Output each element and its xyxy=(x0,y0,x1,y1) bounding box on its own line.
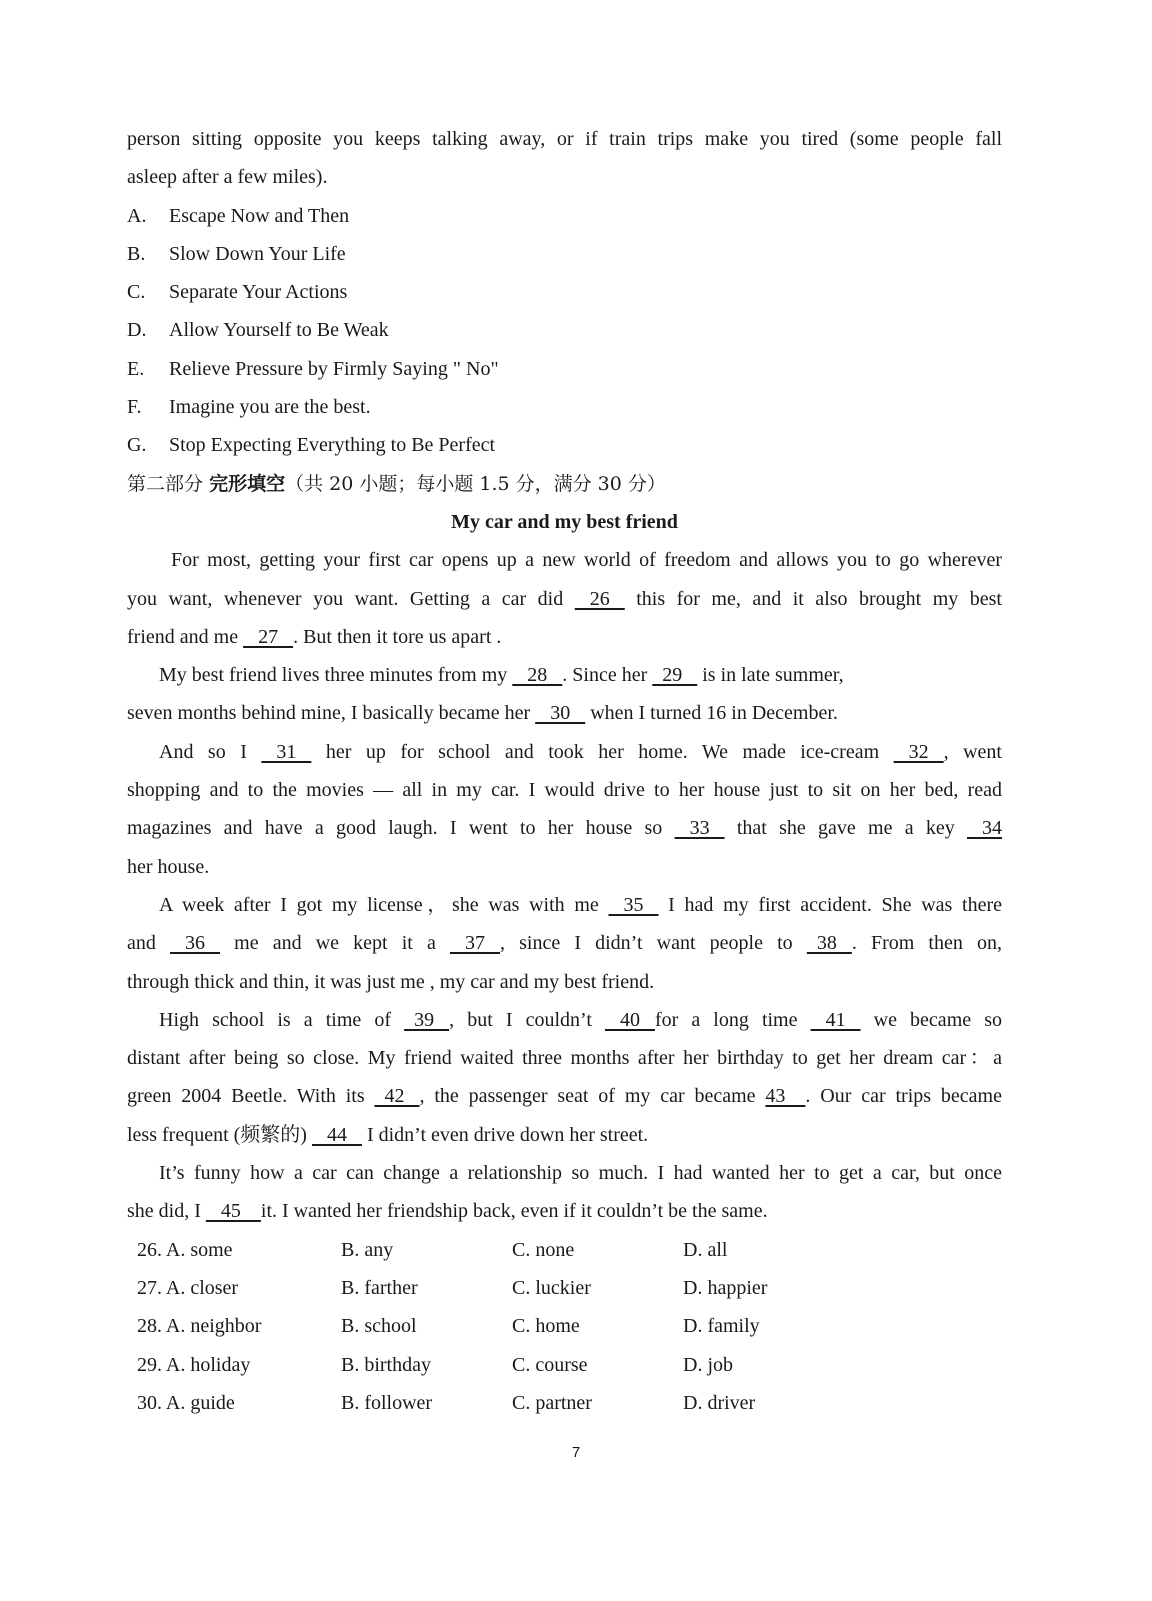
section-detail: （共 20 小题；每小题 1.5 分，满分 30 分） xyxy=(285,472,666,495)
choice-b: B. farther xyxy=(341,1276,418,1299)
choice-c: C. course xyxy=(512,1353,588,1376)
text-run: green 2004 Beetle. With its xyxy=(127,1085,375,1108)
paragraph-line: through thick and thin, it was just me , my car and my best friend. xyxy=(127,970,655,993)
text-run: . From then on, xyxy=(851,932,1002,955)
text-run: , went xyxy=(943,740,1002,763)
option-item xyxy=(127,426,1002,464)
choice-b: B. birthday xyxy=(341,1353,431,1376)
choice-b: B. follower xyxy=(341,1391,433,1414)
text-run: me and we kept it a xyxy=(220,932,450,955)
text-run: I had my first accident. She was there xyxy=(658,893,1002,916)
option-letter: D. xyxy=(127,319,147,342)
paragraph-line: distant after being so close. My friend waited three months after her birthday to get her dream car：a xyxy=(127,1047,1002,1070)
choice-c: C. home xyxy=(512,1315,580,1338)
text-run: you want, whenever you want. Getting a car did xyxy=(127,587,575,610)
paragraph-line: asleep after a few miles). xyxy=(127,166,328,189)
choice-d: D. job xyxy=(683,1353,733,1376)
blank-30: 30 xyxy=(535,702,586,725)
paragraph-line: shopping and to the movies — all in my car. I would drive to her house just to sit on her bed, read xyxy=(127,779,1002,802)
paragraph-line: her house. xyxy=(127,855,210,878)
options-list xyxy=(127,197,1002,465)
blank-34: 34 xyxy=(967,817,1002,840)
paragraph-line: person sitting opposite you keeps talking away, or if train trips make you tired (some people fall xyxy=(127,128,1002,150)
paragraph-line xyxy=(127,580,1002,618)
question-row xyxy=(137,1346,1002,1384)
text-run: this for me, and it also brought my best xyxy=(624,587,1002,610)
option-text: Escape Now and Then xyxy=(169,204,350,227)
blank-44: 44 xyxy=(311,1123,362,1146)
text-run: she did, I xyxy=(127,1200,206,1223)
paragraph-line xyxy=(127,618,1002,656)
text-run: that she gave me a key xyxy=(724,817,968,840)
text-run: for a long time xyxy=(654,1008,811,1031)
text-run: , but I couldn’t xyxy=(449,1008,605,1031)
blank-33: 33 xyxy=(674,817,725,840)
paragraph-line xyxy=(127,809,1002,847)
option-item xyxy=(127,235,1002,273)
text-run: I didn’t even drive down her street. xyxy=(361,1123,649,1146)
blank-31: 31 xyxy=(261,740,312,763)
blank-43: 43 xyxy=(765,1085,806,1108)
option-text: Separate Your Actions xyxy=(169,281,348,304)
choice-d: D. family xyxy=(683,1315,760,1338)
option-letter: F. xyxy=(127,396,142,419)
option-letter: C. xyxy=(127,281,146,304)
blank-26: 26 xyxy=(574,587,625,610)
blank-39: 39 xyxy=(404,1008,450,1031)
option-text: Slow Down Your Life xyxy=(169,242,346,265)
choice-d: D. driver xyxy=(683,1391,756,1414)
text-run: less frequent (频繁的) xyxy=(127,1123,312,1146)
question-row xyxy=(137,1269,1002,1307)
choice-c: C. none xyxy=(512,1238,575,1261)
option-item xyxy=(127,311,1002,349)
text-run: magazines and have a good laugh. I went to her house so xyxy=(127,817,675,840)
text-run: her up for school and took her home. We made ice-cream xyxy=(311,740,894,763)
text-run: A week after I got my license，she was with me xyxy=(159,893,609,916)
question-row xyxy=(137,1231,1002,1269)
blank-28: 28 xyxy=(512,664,563,687)
blank-41: 41 xyxy=(810,1008,861,1031)
document-page xyxy=(127,120,1002,1422)
option-item xyxy=(127,273,1002,311)
paragraph-line xyxy=(127,656,1002,694)
blank-38: 38 xyxy=(806,932,852,955)
option-letter: A. xyxy=(127,204,147,227)
option-item xyxy=(127,197,1002,235)
blank-29: 29 xyxy=(652,664,698,687)
option-text: Allow Yourself to Be Weak xyxy=(169,319,389,342)
blank-40: 40 xyxy=(604,1008,655,1031)
text-run: it. I wanted her friendship back, even if it couldn’t be the same. xyxy=(260,1200,768,1223)
blank-37: 37 xyxy=(449,932,500,955)
paragraph-line xyxy=(127,694,1002,732)
choice-a: 30. A. guide xyxy=(137,1391,235,1414)
text-run: My best friend lives three minutes from my xyxy=(159,664,513,687)
paragraph-line xyxy=(127,1192,1002,1230)
paragraph-line: For most, getting your first car opens up a new world of freedom and allows you to go wherever xyxy=(171,549,1002,572)
text-run: is in late summer, xyxy=(697,664,844,687)
choice-d: D. all xyxy=(683,1238,728,1261)
paragraph-line xyxy=(127,924,1002,962)
choice-c: C. partner xyxy=(512,1391,592,1414)
option-item xyxy=(127,350,1002,388)
option-text: Stop Expecting Everything to Be Perfect xyxy=(169,434,496,457)
text-run: High school is a time of xyxy=(159,1008,405,1031)
text-run: , the passenger seat of my car became xyxy=(419,1085,766,1108)
choice-b: B. any xyxy=(341,1238,394,1261)
blank-32: 32 xyxy=(893,740,944,763)
choice-a: 27. A. closer xyxy=(137,1276,239,1299)
choice-a: 29. A. holiday xyxy=(137,1353,251,1376)
paragraph-line xyxy=(127,1116,1002,1154)
choice-b: B. school xyxy=(341,1315,417,1338)
text-run: . But then it tore us apart . xyxy=(293,625,502,648)
paragraph-line xyxy=(127,1001,1002,1039)
option-text: Relieve Pressure by Firmly Saying " No" xyxy=(169,357,499,380)
option-letter: E. xyxy=(127,357,145,380)
section-heading xyxy=(127,465,1002,503)
section-part: 第二部分 xyxy=(127,472,204,495)
page-number: 7 xyxy=(571,1444,581,1461)
blank-27: 27 xyxy=(243,625,294,648)
blank-42: 42 xyxy=(374,1085,420,1108)
text-run: seven months behind mine, I basically became her xyxy=(127,702,536,725)
text-run: , since I didn’t want people to xyxy=(499,932,807,955)
choice-d: D. happier xyxy=(683,1276,768,1299)
blank-36: 36 xyxy=(170,932,221,955)
option-letter: G. xyxy=(127,434,147,457)
choice-a: 26. A. some xyxy=(137,1238,233,1261)
blank-45: 45 xyxy=(205,1200,261,1223)
text-run: and xyxy=(127,932,171,955)
paragraph-line xyxy=(127,733,1002,771)
text-run: friend and me xyxy=(127,625,244,648)
paragraph-line: It’s funny how a car can change a relationship so much. I had wanted her to get a car, but once xyxy=(159,1162,1002,1185)
paragraph-line xyxy=(127,1077,1002,1115)
passage-title: My car and my best friend xyxy=(451,510,678,533)
question-row xyxy=(137,1307,1002,1345)
text-run: we became so xyxy=(860,1008,1002,1031)
text-run: when I turned 16 in December. xyxy=(585,702,838,725)
question-list xyxy=(137,1231,1002,1422)
text-run: And so I xyxy=(159,740,262,763)
option-text: Imagine you are the best. xyxy=(169,396,371,419)
text-run: . Since her xyxy=(562,664,653,687)
blank-35: 35 xyxy=(608,893,659,916)
choice-a: 28. A. neighbor xyxy=(137,1315,262,1338)
paragraph-line xyxy=(127,886,1002,924)
text-run: . Our car trips became xyxy=(805,1085,1002,1108)
choice-c: C. luckier xyxy=(512,1276,591,1299)
option-item xyxy=(127,388,1002,426)
question-row xyxy=(137,1384,1002,1422)
option-letter: B. xyxy=(127,242,146,265)
section-name: 完形填空 xyxy=(209,472,286,495)
